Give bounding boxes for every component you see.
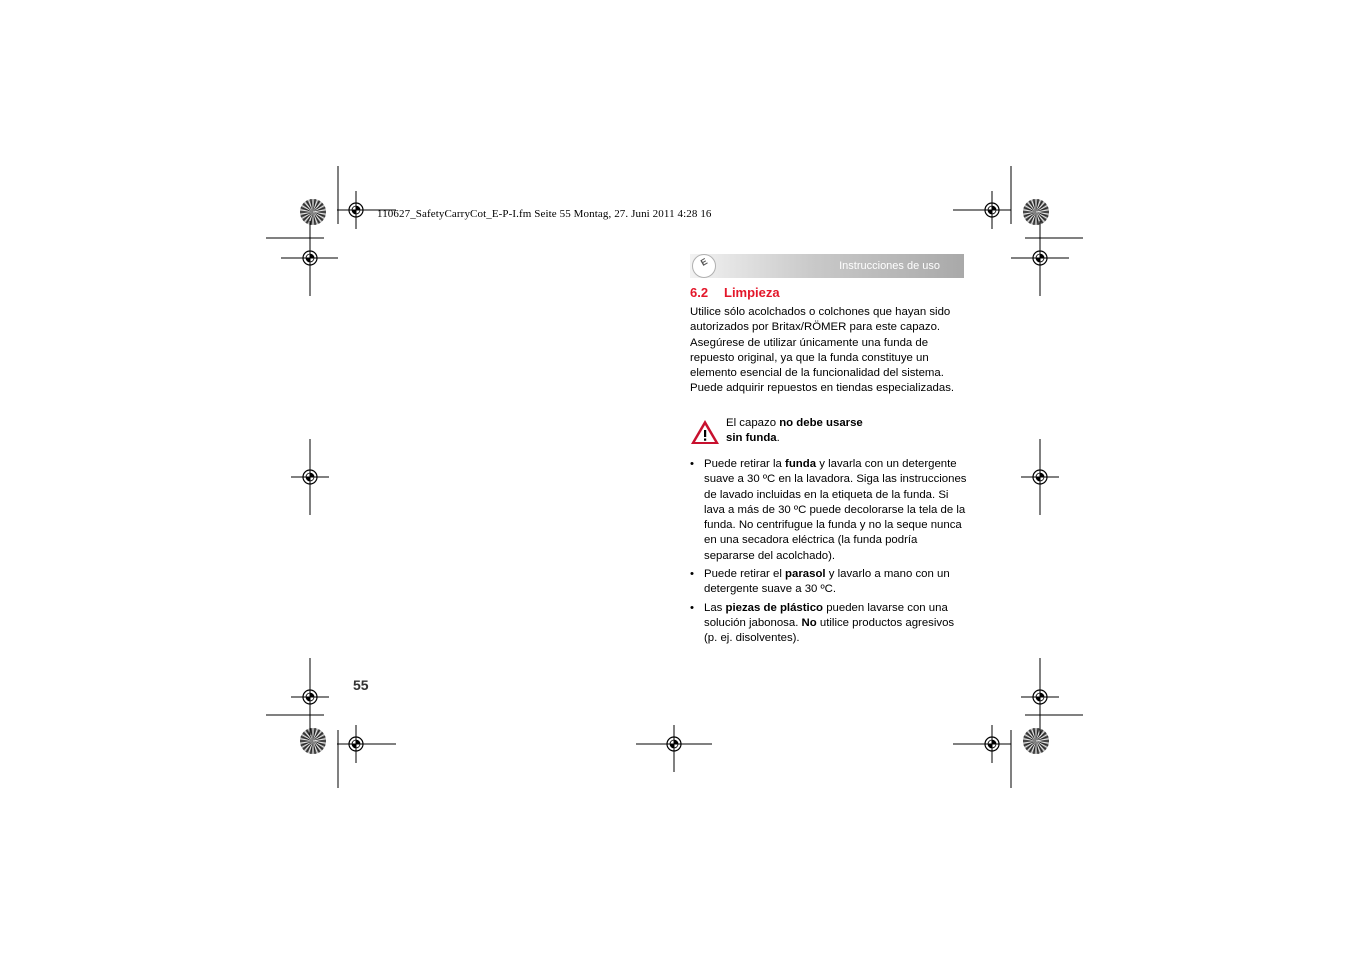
bullet-marker: • [690, 568, 694, 581]
section-title: Limpieza [724, 285, 780, 300]
list-item-text: Puede retirar el [704, 568, 786, 581]
warning-text [726, 416, 926, 447]
language-badge [692, 254, 716, 278]
warning-suffix: . [776, 432, 780, 445]
list-item-text: y lavarla con un detergente suave a 30 ºC en la lavadora. Siga las instrucciones de lavado incluidas en la etiqueta de la funda. Si lava a más de 30 ºC puede decolorarse la tela de la funda. No centrifugue la funda y no la seque nunca en una secadora eléctrica (la funda podría separarse del acolchado). [704, 458, 967, 562]
list-item-bold: parasol [785, 568, 826, 581]
list-item [690, 567, 970, 598]
intro-text [690, 305, 970, 397]
list-item [690, 457, 970, 564]
list-item-text: y lavarlo a mano con un detergente suave a 30 ºC. [704, 568, 950, 596]
list-item-bold: piezas de plástico [725, 601, 824, 614]
list-item-bold: funda [785, 458, 817, 470]
star-target-icon [1023, 728, 1049, 754]
print-file-info: 110627_SafetyCarryCot_E-P-I.fm Seite 55 Montag, 27. Juni 2011 4:28 16 [377, 208, 712, 220]
list-item-text: Puede retirar la [704, 458, 786, 470]
star-target-icon [300, 728, 326, 754]
warning-triangle-icon [690, 419, 720, 445]
list-item-text: Las [704, 601, 726, 614]
section-number: 6.2 [690, 285, 709, 300]
list-item [690, 601, 970, 647]
intro-paragraph-2: Asegúrese de utilizar únicamente una funda de repuesto original, ya que la funda constituye un elemento esencial de la funcionalidad del sistema. Puede adquirir repuestos en tiendas especializadas. [690, 336, 955, 395]
section-heading [690, 285, 780, 300]
warning-prefix: El capazo [726, 417, 780, 429]
star-target-icon [300, 199, 326, 225]
header-bar [690, 254, 964, 278]
header-title: Instrucciones de uso [839, 260, 940, 272]
star-target-icon [1023, 199, 1049, 225]
bullet-marker: • [690, 458, 694, 470]
bullet-marker: • [690, 601, 694, 614]
cleaning-instructions-list [690, 457, 970, 650]
intro-paragraph-1: Utilice sólo acolchados o colchones que hayan sido autorizados por Britax/RÖMER para este capazo. [690, 306, 951, 334]
list-item-text: utilice productos agresivos (p. ej. disolventes). [704, 616, 955, 645]
warning-bold-1: no debe usarse [779, 417, 863, 429]
list-item-bold: No [801, 616, 817, 629]
language-badge-letter: E [698, 256, 710, 268]
page-number: 55 [353, 677, 369, 693]
list-item-text: pueden lavarse con una solución jabonosa. [704, 601, 948, 629]
warning-bold-2: sin funda [726, 432, 777, 445]
